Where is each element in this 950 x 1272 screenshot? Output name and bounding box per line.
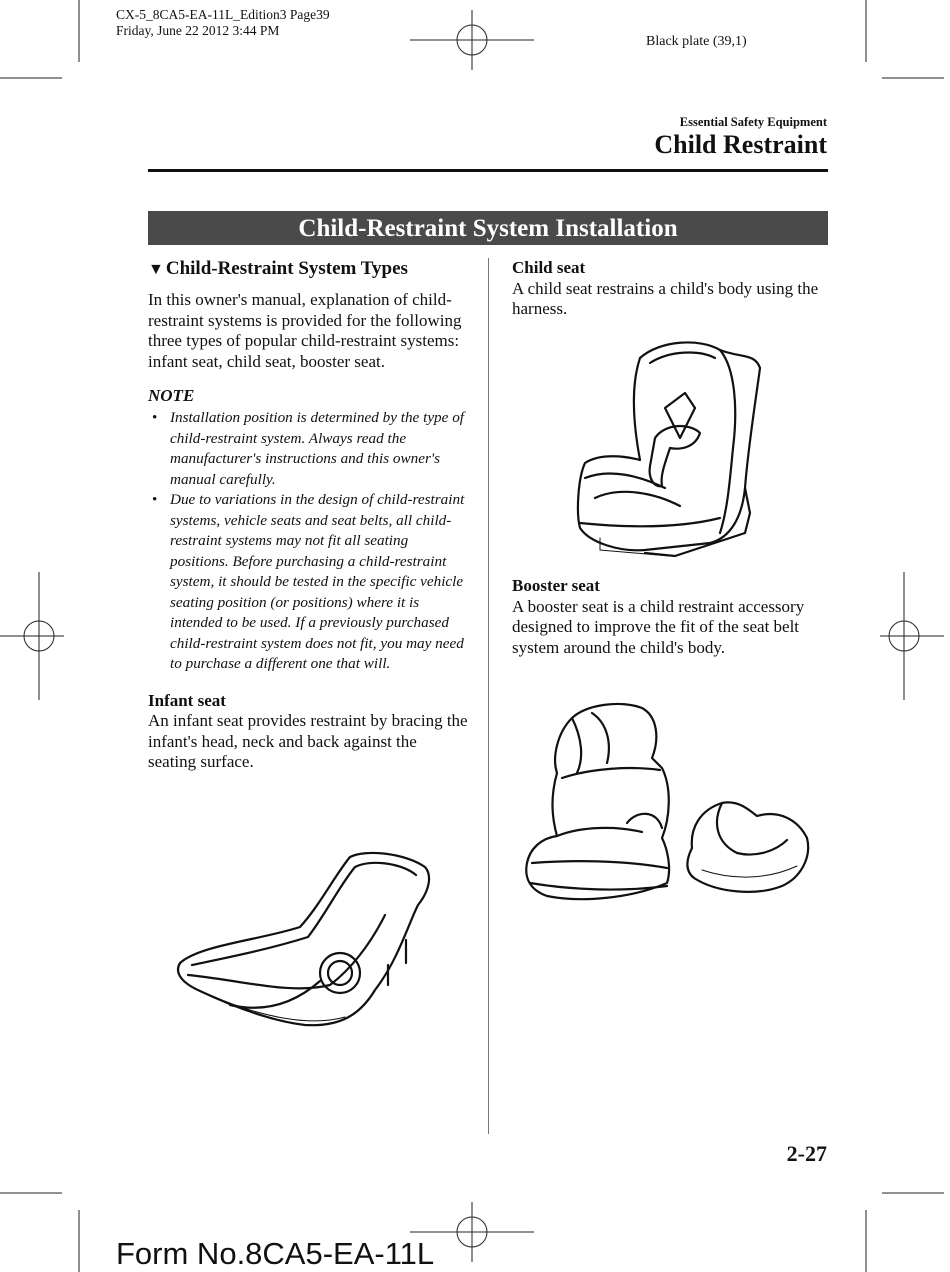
child-seat-heading: Child seat — [512, 258, 586, 277]
note-item — [148, 408, 468, 490]
print-timestamp: Friday, June 22 2012 3:44 PM — [116, 23, 280, 38]
note-text: Installation position is determined by the type of child-restraint system. Always read the manufacturer's instructions and this owner's manual carefully. — [170, 409, 465, 488]
subhead-text: Child-Restraint System Types — [165, 258, 408, 279]
chapter-title: Child Restraint — [654, 130, 827, 159]
left-column — [148, 258, 468, 773]
note-list — [148, 408, 468, 675]
subhead — [148, 258, 468, 280]
plate-label: Black plate (39,1) — [646, 34, 747, 49]
print-job-name: CX-5_8CA5-EA-11L_Edition3 Page39 — [116, 7, 330, 22]
section-title: Essential Safety Equipment — [679, 115, 827, 129]
bullet-icon: • — [152, 491, 158, 508]
infant-seat-illustration — [170, 845, 440, 1030]
booster-seat-section — [512, 576, 830, 658]
note-item — [148, 490, 468, 675]
booster-seat-text: A booster seat is a child restraint accessory designed to improve the fit of the seat belt system around the child's body. — [512, 596, 805, 657]
child-seat-text: A child seat restrains a child's body using the harness. — [512, 278, 819, 318]
triangle-marker-icon: ▼ — [148, 261, 164, 278]
title-rule — [148, 169, 828, 172]
page-number: 2-27 — [786, 1141, 827, 1166]
infant-seat-heading: Infant seat — [148, 690, 226, 710]
intro-paragraph: In this owner's manual, explanation of child-restraint systems is provided for the following three types of popular child-restraint systems: infant seat, child seat, booster seat. — [148, 290, 462, 371]
right-column — [512, 258, 830, 320]
infant-seat-text: An infant seat provides restraint by bracing the infant's head, neck and back against the seating surface. — [148, 711, 468, 771]
form-number: Form No.8CA5-EA-11L — [116, 1236, 435, 1271]
section-banner: Child-Restraint System Installation — [148, 211, 828, 245]
booster-seat-illustration — [522, 698, 817, 913]
column-divider — [488, 258, 489, 1134]
note-title: NOTE — [148, 386, 195, 405]
print-info — [116, 7, 330, 39]
child-seat-illustration — [570, 338, 770, 560]
bullet-icon: • — [152, 409, 158, 426]
booster-seat-heading: Booster seat — [512, 576, 600, 595]
note-text: Due to variations in the design of child-restraint systems, vehicle seats and seat belts, all child-restraint systems may not fit all seating positions. Before purchasing a child-restraint system, it should be tested in the specific vehicle seating position (or positions) where it is intended to be used. If a previously purchased child-restraint system does not fit, you may need to purchase a different one that will. — [170, 491, 465, 672]
